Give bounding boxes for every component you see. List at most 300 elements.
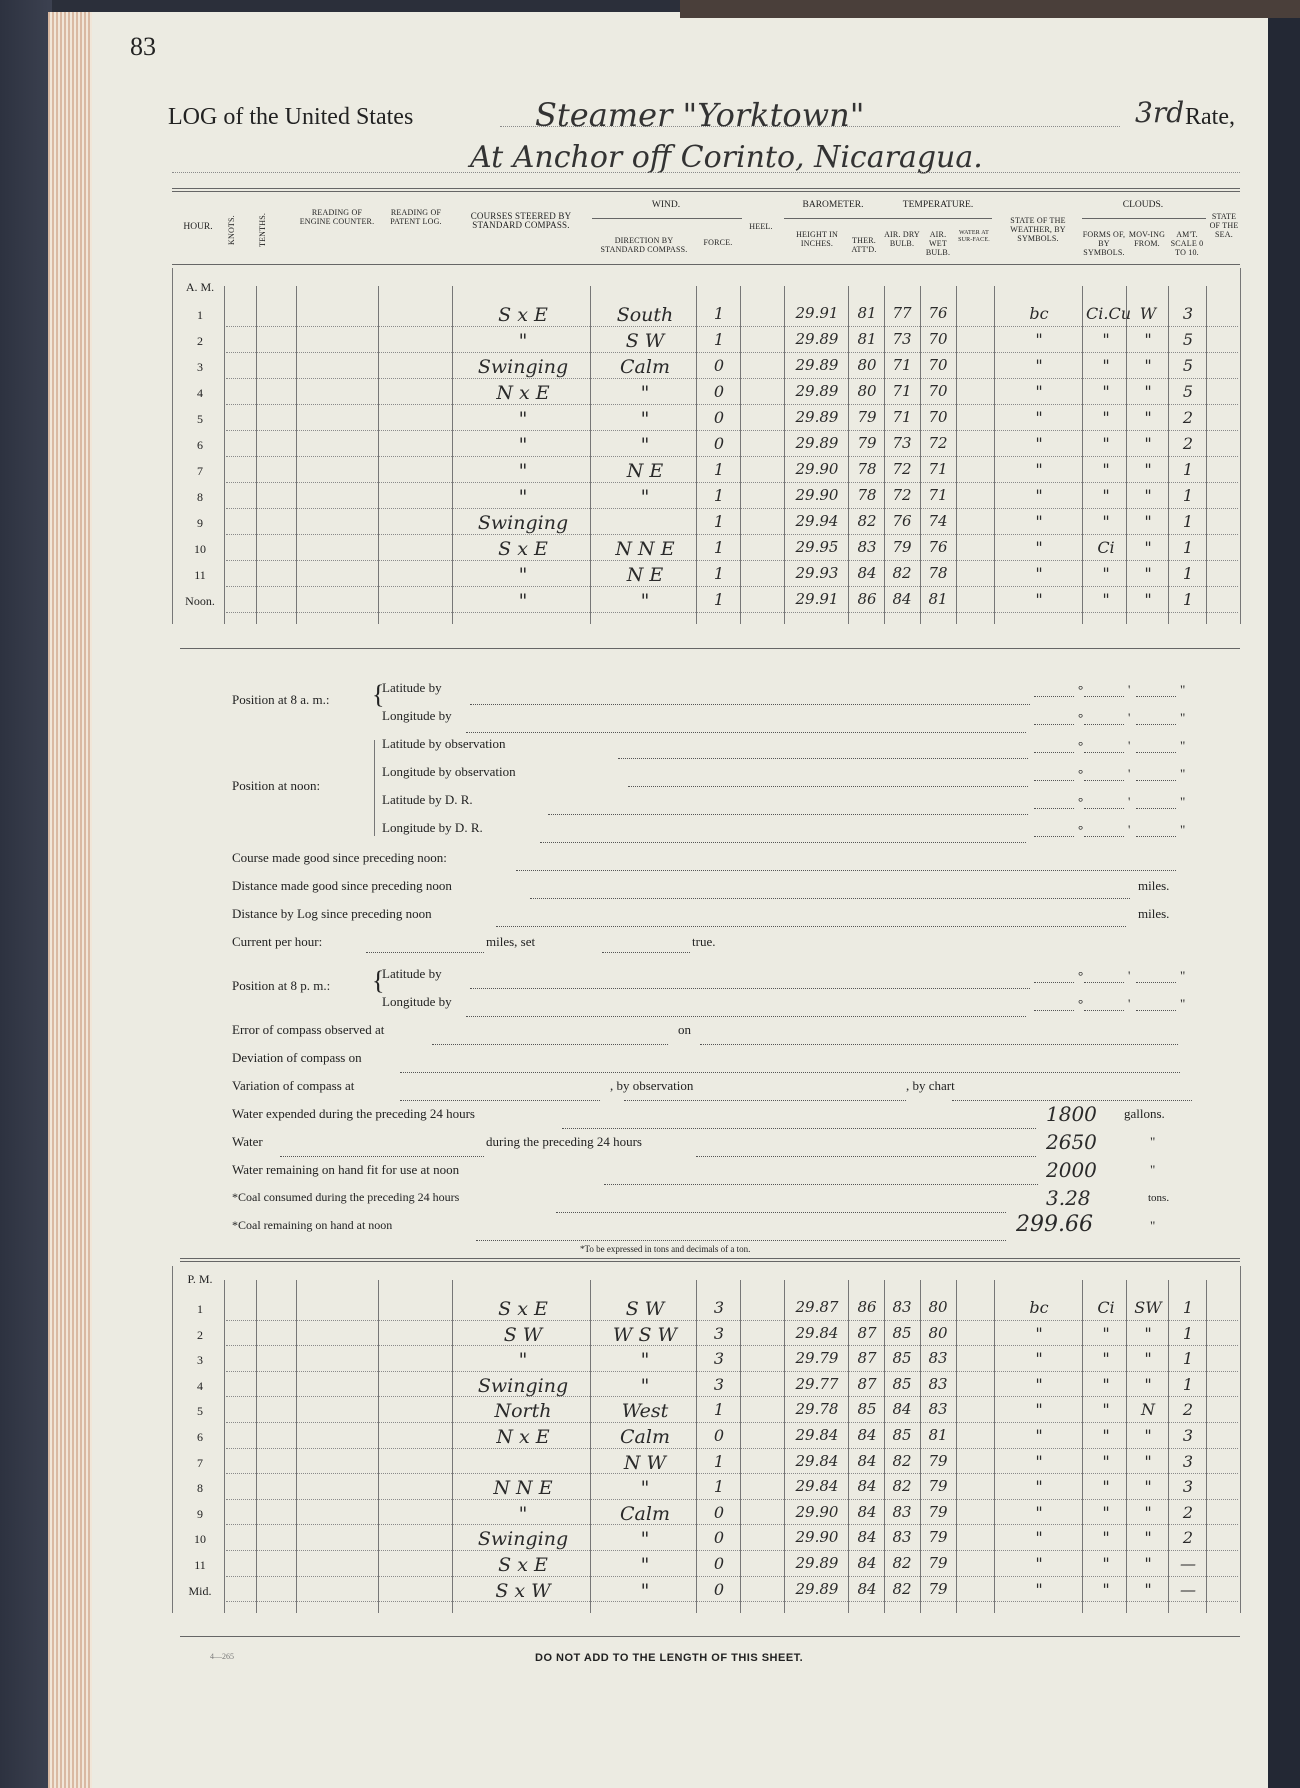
current-miles-set: miles, set	[486, 934, 536, 949]
pm-cell-force: 0	[713, 1426, 725, 1445]
am-cell-weather: "	[1035, 512, 1043, 531]
pm-row-rule	[226, 1473, 1238, 1474]
pm-cell-weather: "	[1035, 1323, 1043, 1343]
pm-cell-forms: "	[1102, 1374, 1110, 1394]
page-edges	[48, 12, 92, 1788]
pm-hour-label: 11	[194, 1558, 206, 1572]
am-cell-dry: 76	[892, 512, 912, 530]
header-baro-height: HEIGHT IN INCHES.	[796, 230, 838, 248]
am-cell-amount: 2	[1182, 408, 1194, 427]
am-cell-dir: "	[640, 486, 650, 508]
pm-cell-dry: 82	[892, 1554, 912, 1572]
pm-cell-dir: "	[640, 1477, 650, 1500]
am-cell-ther: 79	[857, 434, 877, 452]
position-min-mark: '	[1128, 682, 1131, 697]
form-fill-line	[700, 1044, 1178, 1045]
pm-column-rule	[920, 1280, 921, 1613]
pm-row-rule	[226, 1499, 1238, 1500]
am-cell-course: Swinging	[477, 356, 569, 378]
am-cell-dir: "	[640, 382, 650, 404]
header-cloud-amount: AM'T. SCALE 0 TO 10.	[1170, 230, 1204, 257]
section-rule-1	[180, 648, 1240, 649]
pm-cell-dir: "	[640, 1349, 650, 1372]
pm-row-rule	[226, 1576, 1238, 1577]
compass-by-chart: , by chart	[906, 1078, 955, 1093]
am-cell-weather: "	[1035, 564, 1043, 583]
position-sec-mark: "	[1180, 794, 1186, 809]
am-cell-amount: 1	[1182, 460, 1194, 479]
am-cell-weather: bc	[1029, 304, 1049, 323]
am-column-rule	[1206, 286, 1207, 624]
am-hour-label: Noon.	[185, 594, 215, 608]
position-fill-line	[1084, 752, 1124, 753]
section-rule-2	[180, 1258, 1240, 1259]
form-fill-line	[602, 952, 690, 953]
am-column-rule	[696, 286, 697, 624]
am-cell-force: 1	[713, 538, 725, 557]
pm-cell-amount: 3	[1182, 1451, 1194, 1471]
pm-column-rule	[378, 1280, 379, 1613]
am-row-rule	[226, 352, 1238, 353]
am-row-rule	[226, 534, 1238, 535]
pm-cell-amount: 2	[1182, 1502, 1194, 1522]
pm-cell-dir: "	[640, 1554, 650, 1576]
position-fill-line	[1034, 982, 1074, 983]
pm-column-rule	[1126, 1280, 1127, 1613]
am-cell-forms: "	[1102, 486, 1110, 505]
dist-log-miles: miles.	[1138, 906, 1170, 921]
am-cell-wet: 70	[928, 330, 948, 348]
pm-cell-course: S x W	[495, 1579, 551, 1602]
position-fill-line	[1034, 752, 1074, 753]
position-fill-line	[1136, 780, 1176, 781]
pm-cell-wet: 83	[928, 1374, 948, 1393]
am-cell-ther: 86	[857, 590, 877, 608]
position-fill-line	[1136, 724, 1176, 725]
pm-cell-wet: 79	[928, 1554, 948, 1572]
am-column-rule	[994, 286, 995, 624]
am-row-rule	[226, 560, 1238, 561]
pm-cell-moving: "	[1144, 1579, 1152, 1599]
am-cell-height: 29.90	[795, 486, 839, 504]
am-cell-dry: 71	[892, 382, 912, 400]
water-expended-label: Water expended during the preceding 24 hours	[232, 1106, 475, 1121]
am-hour-label: 7	[197, 464, 203, 478]
pm-cell-course: "	[518, 1502, 528, 1525]
am-cell-dir: N E	[626, 564, 664, 586]
pm-cell-weather: "	[1035, 1349, 1043, 1369]
form-fill-line	[496, 926, 1126, 927]
pm-cell-forms: "	[1102, 1400, 1110, 1420]
am-column-rule	[884, 286, 885, 624]
pm-cell-dry: 82	[892, 1579, 912, 1598]
position-deg-mark: °	[1078, 710, 1084, 725]
page-number: 83	[130, 32, 156, 61]
am-row-rule	[226, 612, 1238, 613]
am-cell-wet: 74	[928, 512, 948, 530]
am-cell-dir: "	[640, 590, 650, 612]
pm-cell-ther: 84	[857, 1579, 877, 1598]
am-cell-amount: 5	[1182, 356, 1194, 375]
position-deg-mark: °	[1078, 996, 1084, 1011]
pm-cell-moving: "	[1144, 1374, 1152, 1394]
am-cell-course: "	[518, 564, 528, 586]
pm-cell-wet: 79	[928, 1477, 948, 1496]
am-cell-dry: 73	[892, 434, 912, 452]
pm-cell-force: 3	[713, 1298, 725, 1317]
position-fill-line	[1136, 836, 1176, 837]
form-fill-line	[400, 1072, 1180, 1073]
pm-column-rule	[1168, 1280, 1169, 1613]
pm-cell-ther: 87	[857, 1349, 877, 1368]
position-fill-line	[1084, 836, 1124, 837]
position-fill-line	[1136, 1010, 1176, 1011]
form-fill-line	[952, 1100, 1192, 1101]
pos-8pm-label: Position at 8 p. m.:	[232, 978, 331, 993]
am-cell-amount: 5	[1182, 382, 1194, 401]
pm-row-rule	[226, 1448, 1238, 1449]
coal-consumed-value: 3.28	[1046, 1186, 1091, 1210]
pm-column-rule	[784, 1280, 785, 1613]
pm-row-rule	[226, 1550, 1238, 1551]
header-weather: STATE OF THE WEATHER, BY SYMBOLS.	[1010, 216, 1066, 243]
pm-cell-course: "	[518, 1349, 528, 1372]
am-cell-wet: 76	[928, 538, 948, 556]
position-fill-line	[1034, 724, 1074, 725]
position-fill-line	[1084, 1010, 1124, 1011]
pm-hour-label: 3	[197, 1353, 203, 1368]
pos-noon-label: Position at noon:	[232, 778, 321, 793]
am-cell-course: "	[518, 330, 528, 352]
am-cell-course: "	[518, 408, 528, 430]
am-cell-moving: "	[1144, 590, 1152, 609]
am-column-rule	[956, 286, 957, 624]
am-cell-force: 1	[713, 486, 725, 505]
am-cell-moving: "	[1144, 564, 1152, 583]
form-fill-line	[618, 758, 1028, 759]
am-cell-ther: 80	[857, 382, 877, 400]
am-row-rule	[226, 586, 1238, 587]
pm-cell-moving: "	[1144, 1426, 1152, 1445]
pm-cell-force: 1	[713, 1477, 725, 1497]
am-cell-force: 1	[713, 330, 725, 349]
am-hour-label: 9	[197, 516, 203, 530]
am-cell-amount: 1	[1182, 486, 1194, 505]
pm-cell-dry: 83	[892, 1298, 912, 1316]
pm-cell-forms: "	[1102, 1579, 1110, 1599]
pm-column-rule	[1206, 1280, 1207, 1613]
log-title: LOG of the United States	[168, 104, 414, 130]
sheet-notice: DO NOT ADD TO THE LENGTH OF THIS SHEET.	[535, 1652, 804, 1664]
position-fill-line	[1084, 808, 1124, 809]
pos-8am-long: Longitude by	[382, 708, 452, 723]
header-cloud-forms: FORMS OF, BY SYMBOLS.	[1082, 230, 1126, 257]
pm-cell-weather: "	[1035, 1579, 1043, 1599]
am-cell-moving: "	[1144, 460, 1152, 479]
pm-cell-course: North	[494, 1400, 552, 1423]
pm-cell-forms: "	[1102, 1323, 1110, 1343]
form-fill-line	[604, 1184, 1038, 1185]
position-sec-mark: "	[1180, 996, 1186, 1011]
water-remaining-value: 2000	[1046, 1158, 1097, 1182]
compass-variation: Variation of compass at	[232, 1078, 355, 1093]
pm-cell-amount: 1	[1182, 1298, 1194, 1317]
header-hour: HOUR.	[183, 222, 213, 232]
header-patent-log: READING OF PATENT LOG.	[390, 208, 442, 226]
header-sea: STATE OF THE SEA.	[1209, 212, 1239, 239]
am-cell-forms: "	[1102, 408, 1110, 427]
pm-cell-weather: bc	[1029, 1298, 1049, 1317]
am-cell-forms: "	[1102, 460, 1110, 479]
pm-cell-wet: 83	[928, 1349, 948, 1368]
am-row-rule	[226, 482, 1238, 483]
position-min-mark: '	[1128, 968, 1131, 983]
pm-cell-amount: —	[1180, 1554, 1196, 1573]
am-column-rule	[848, 286, 849, 624]
pm-label: P. M.	[187, 1272, 213, 1286]
pm-cell-forms: "	[1102, 1426, 1110, 1445]
am-cell-wet: 81	[928, 590, 948, 608]
pm-hour-label: 10	[194, 1532, 206, 1547]
form-fill-line	[624, 1100, 906, 1101]
am-cell-ther: 78	[857, 460, 877, 478]
am-column-rule	[1168, 286, 1169, 624]
pos-8pm-lat: Latitude by	[382, 966, 442, 981]
book-spine	[0, 0, 52, 1788]
am-cell-ther: 79	[857, 408, 877, 426]
am-cell-wet: 70	[928, 356, 948, 374]
am-cell-force: 0	[713, 382, 725, 401]
pm-cell-ther: 84	[857, 1477, 877, 1496]
am-cell-amount: 2	[1182, 434, 1194, 453]
am-cell-wet: 71	[928, 486, 948, 504]
water-expended-value: 1800	[1046, 1102, 1097, 1126]
header-wind-direction: DIRECTION BY STANDARD COMPASS.	[600, 236, 688, 254]
position-fill-line	[1084, 724, 1124, 725]
pm-cell-wet: 79	[928, 1502, 948, 1521]
pm-cell-dir: "	[640, 1528, 650, 1551]
position-fill-line	[1034, 696, 1074, 697]
water-remaining-label: Water remaining on hand fit for use at noon	[232, 1162, 460, 1177]
pm-cell-dry: 85	[892, 1426, 912, 1444]
pm-cell-amount: 1	[1182, 1374, 1194, 1394]
pm-cell-height: 29.90	[795, 1502, 839, 1521]
am-cell-amount: 5	[1182, 330, 1194, 349]
pm-cell-forms: "	[1102, 1554, 1110, 1573]
am-cell-ther: 81	[857, 330, 877, 348]
water-ditto: "	[1150, 1134, 1156, 1149]
pm-cell-amount: —	[1180, 1579, 1196, 1599]
bottom-rule	[180, 1636, 1240, 1637]
am-cell-ther: 80	[857, 356, 877, 374]
header-courses: COURSES STEERED BY STANDARD COMPASS.	[470, 211, 572, 230]
water-label: Water	[232, 1134, 263, 1149]
position-sec-mark: "	[1180, 968, 1186, 983]
am-row-rule	[226, 456, 1238, 457]
am-cell-weather: "	[1035, 330, 1043, 349]
pm-cell-amount: 3	[1182, 1426, 1194, 1445]
am-cell-amount: 3	[1182, 304, 1194, 323]
form-fill-line	[366, 952, 484, 953]
form-fill-line	[432, 1044, 668, 1045]
form-fill-line	[562, 1128, 1036, 1129]
header-air-dry: AIR. DRY BULB.	[884, 230, 920, 248]
position-min-mark: '	[1128, 738, 1131, 753]
pm-cell-height: 29.84	[795, 1451, 839, 1470]
am-cell-amount: 1	[1182, 564, 1194, 583]
pm-hour-label: 4	[197, 1378, 203, 1393]
position-min-mark: '	[1128, 794, 1131, 809]
pm-cell-moving: "	[1144, 1349, 1152, 1369]
footnote: *To be expressed in tons and decimals of a ton.	[580, 1244, 751, 1254]
am-cell-moving: "	[1144, 512, 1152, 531]
am-column-rule	[378, 286, 379, 624]
header-tenths: TENTHS.	[258, 212, 267, 248]
am-cell-wet: 76	[928, 304, 948, 322]
position-sec-mark: "	[1180, 766, 1186, 781]
form-fill-line	[280, 1156, 484, 1157]
am-hour-label: 3	[197, 360, 203, 374]
book-cover-top	[680, 0, 1300, 18]
current-true: true.	[692, 934, 716, 949]
pm-cell-dir: West	[621, 1400, 669, 1423]
header-clouds: CLOUDS.	[1122, 200, 1164, 210]
am-row-rule	[226, 326, 1238, 327]
compass-by-obs: , by observation	[610, 1078, 694, 1093]
pm-column-rule	[956, 1280, 957, 1613]
pm-cell-height: 29.89	[795, 1579, 839, 1598]
am-cell-dry: 79	[892, 538, 912, 556]
pm-cell-height: 29.90	[795, 1528, 839, 1547]
am-cell-course: "	[518, 434, 528, 456]
am-cell-forms: "	[1102, 564, 1110, 583]
am-cell-forms: "	[1102, 434, 1110, 453]
pm-cell-amount: 2	[1182, 1528, 1194, 1548]
pm-cell-amount: 1	[1182, 1323, 1194, 1343]
form-fill-line	[476, 1240, 1006, 1241]
pm-cell-ther: 84	[857, 1502, 877, 1521]
water-gallons: gallons.	[1124, 1106, 1165, 1121]
am-cell-forms: "	[1102, 382, 1110, 401]
am-hour-label: 8	[197, 490, 203, 504]
am-cell-dry: 84	[892, 590, 912, 608]
form-fill-line	[548, 814, 1028, 815]
am-cell-dry: 82	[892, 564, 912, 582]
am-cell-dry: 72	[892, 486, 912, 504]
pm-cell-weather: "	[1035, 1426, 1043, 1445]
am-column-rule	[1082, 286, 1083, 624]
am-cell-moving: "	[1144, 330, 1152, 349]
pm-cell-moving: "	[1144, 1554, 1152, 1573]
pm-cell-forms: Ci	[1097, 1298, 1115, 1317]
pm-cell-force: 0	[713, 1554, 725, 1573]
header-water-surface: WATER AT SUR-FACE.	[958, 230, 990, 243]
am-hour-label: 2	[197, 334, 203, 348]
header-knots: KNOTS.	[227, 215, 236, 245]
pm-cell-dry: 82	[892, 1477, 912, 1496]
compass-deviation: Deviation of compass on	[232, 1050, 362, 1065]
pm-row-rule	[226, 1524, 1238, 1525]
pm-cell-dry: 83	[892, 1528, 912, 1547]
pm-cell-weather: "	[1035, 1451, 1043, 1471]
am-hour-label: 1	[197, 308, 203, 322]
pm-cell-moving: "	[1144, 1528, 1152, 1548]
table-top-rule	[172, 188, 1240, 189]
form-fill-line	[696, 1156, 1036, 1157]
am-cell-ther: 81	[857, 304, 877, 322]
header-temperature: TEMPERATURE.	[902, 200, 974, 210]
am-cell-weather: "	[1035, 382, 1043, 401]
am-cell-course: "	[518, 590, 528, 612]
am-cell-weather: "	[1035, 356, 1043, 375]
am-cell-dir: "	[640, 434, 650, 456]
position-min-mark: '	[1128, 710, 1131, 725]
header-cloud-moving: MOV-ING FROM.	[1128, 230, 1166, 248]
lat-obs: Latitude by observation	[382, 736, 506, 751]
header-bottom-rule	[172, 264, 1240, 265]
am-cell-dir: S W	[625, 330, 665, 352]
form-fill-line	[466, 1016, 1026, 1017]
am-cell-forms: Ci	[1097, 538, 1115, 557]
am-cell-force: 1	[713, 512, 725, 531]
pm-cell-course: S x E	[498, 1298, 548, 1320]
am-cell-dry: 71	[892, 356, 912, 374]
coal-tons: tons.	[1148, 1192, 1170, 1204]
pm-cell-dir: S W	[625, 1298, 665, 1320]
position-min-mark: '	[1128, 822, 1131, 837]
pm-hour-label: 2	[197, 1327, 203, 1342]
am-cell-course: "	[518, 486, 528, 508]
position-min-mark: '	[1128, 996, 1131, 1011]
am-cell-moving: "	[1144, 408, 1152, 427]
pm-cell-ther: 87	[857, 1323, 877, 1342]
pm-cell-weather: "	[1035, 1554, 1043, 1573]
am-cell-height: 29.89	[795, 382, 839, 400]
am-column-rule	[784, 286, 785, 624]
brace-noon	[374, 740, 375, 836]
current-label: Current per hour:	[232, 934, 323, 949]
am-cell-height: 29.89	[795, 434, 839, 452]
section-rule-3	[180, 1261, 1240, 1262]
pm-cell-forms: "	[1102, 1502, 1110, 1522]
am-cell-amount: 1	[1182, 590, 1194, 609]
am-column-rule	[590, 286, 591, 624]
pm-row-rule	[226, 1345, 1238, 1346]
pm-cell-moving: SW	[1134, 1298, 1162, 1317]
pm-hour-label: 9	[197, 1506, 203, 1521]
pm-cell-moving: "	[1144, 1451, 1152, 1471]
water-value: 2650	[1046, 1130, 1097, 1154]
pm-cell-force: 1	[713, 1400, 725, 1420]
coal-consumed-label: *Coal consumed during the preceding 24 hours	[232, 1190, 460, 1204]
pos-8am-label: Position at 8 a. m.:	[232, 692, 330, 707]
pm-cell-forms: "	[1102, 1451, 1110, 1471]
pm-cell-height: 29.84	[795, 1426, 839, 1444]
pm-cell-course: N N E	[493, 1477, 553, 1500]
form-number: 4—265	[210, 1652, 234, 1661]
am-column-rule	[740, 286, 741, 624]
form-fill-line	[516, 870, 1176, 871]
header-wind: WIND.	[651, 200, 681, 210]
pm-row-rule	[226, 1601, 1238, 1602]
pm-cell-moving: "	[1144, 1502, 1152, 1522]
position-fill-line	[1034, 780, 1074, 781]
pm-cell-ther: 85	[857, 1400, 877, 1419]
pm-cell-ther: 86	[857, 1298, 877, 1316]
am-row-rule	[226, 508, 1238, 509]
am-cell-force: 0	[713, 356, 725, 375]
pm-column-rule	[848, 1280, 849, 1613]
